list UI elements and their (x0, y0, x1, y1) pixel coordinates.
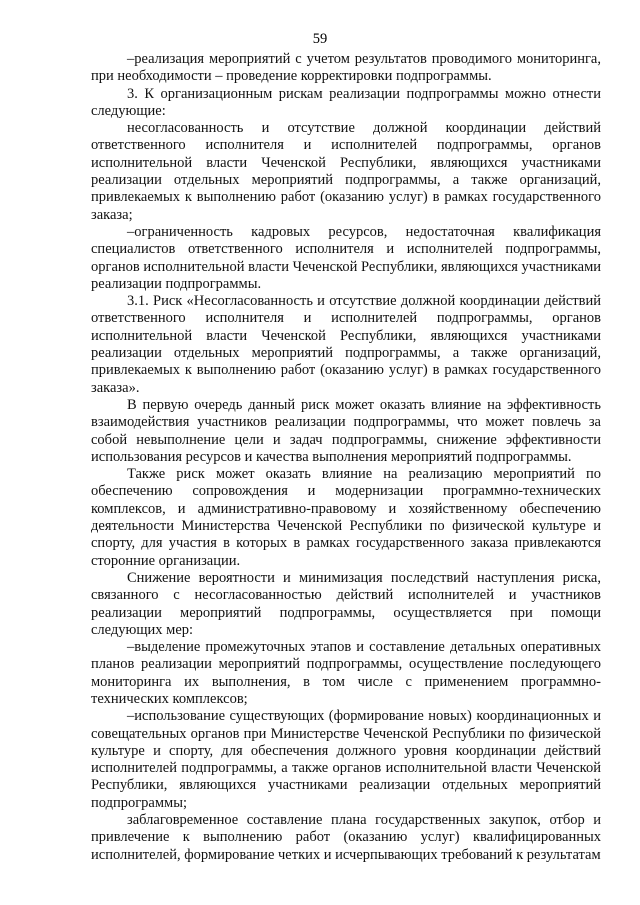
paragraph: Снижение вероятности и минимизация последствий наступления риска, связанного с несогласованностью действий исполнителей и участников реализации мероприятий подпрограммы, осуществляется при помощи следующих мер: (91, 569, 601, 638)
paragraph: –реализация мероприятий с учетом результатов проводимого мониторинга, при необходимости – проведение корректировки подпрограммы. (91, 51, 601, 85)
paragraph: несогласованность и отсутствие должной координации действий ответственного исполнителя и исполнителей подпрограммы, органов исполнительной власти Чеченской Республики, являющихся участниками реализации отдельных мероприятий подпрограммы, а также организаций, привлекаемых к выполнению работ (оказанию услуг) в рамках государственного заказа; (91, 120, 601, 223)
paragraph: –использование существующих (формирование новых) координационных и совещательных органов при Министерстве Чеченской Республики по физической культуре и спорту, для обеспечения должного уровня координации действий исполнителей подпрограммы, а также органов исполнительной власти Чеченской Республики, являющихся участниками реализации отдельных мероприятий подпрограммы; (91, 708, 601, 811)
page-number: 59 (312, 31, 328, 47)
paragraph: 3.1. Риск «Несогласованность и отсутствие должной координации действий ответственного исполнителя и исполнителей подпрограммы, органов исполнительной власти Чеченской Республики, являющихся участниками реализации отдельных мероприятий подпрограммы, а также организаций, привлекаемых к выполнению работ (оказанию услуг) в рамках государственного заказа». (91, 293, 601, 396)
paragraph: 3. К организационным рискам реализации подпрограммы можно отнести следующие: (91, 85, 601, 119)
paragraph: В первую очередь данный риск может оказать влияние на эффективность взаимодействия участников реализации подпрограммы, что может повлечь за собой невыполнение цели и задач подпрограммы, снижение эффективности использования ресурсов и качества выполнения мероприятий подпрограммы. (91, 396, 601, 465)
paragraph: заблаговременное составление плана государственных закупок, отбор и привлечение к выполнению работ (оказанию услуг) квалифицированных исполнителей, формирование четких и исчерпывающих требований к результатам (91, 812, 601, 863)
paragraph: Также риск может оказать влияние на реализацию мероприятий по обеспечению сопровождения и модернизации программно-технических комплексов, и административно-правовому и хозяйственному обеспечению деятельности Министерства Чеченской Республики по физической культуре и спорту, для участия в которых в рамках государственного заказа привлекаются сторонние организации. (91, 466, 601, 569)
paragraph: –выделение промежуточных этапов и составление детальных оперативных планов реализации мероприятий подпрограммы, осуществление последующего мониторинга их выполнения, в том числе с применением программно-технических комплексов; (91, 639, 601, 707)
document-body (91, 51, 601, 864)
paragraph: –ограниченность кадровых ресурсов, недостаточная квалификация специалистов ответственного исполнителя и исполнителей подпрограммы, органов исполнительной власти Чеченской Республики, являющихся участниками реализации подпрограммы. (91, 223, 602, 292)
